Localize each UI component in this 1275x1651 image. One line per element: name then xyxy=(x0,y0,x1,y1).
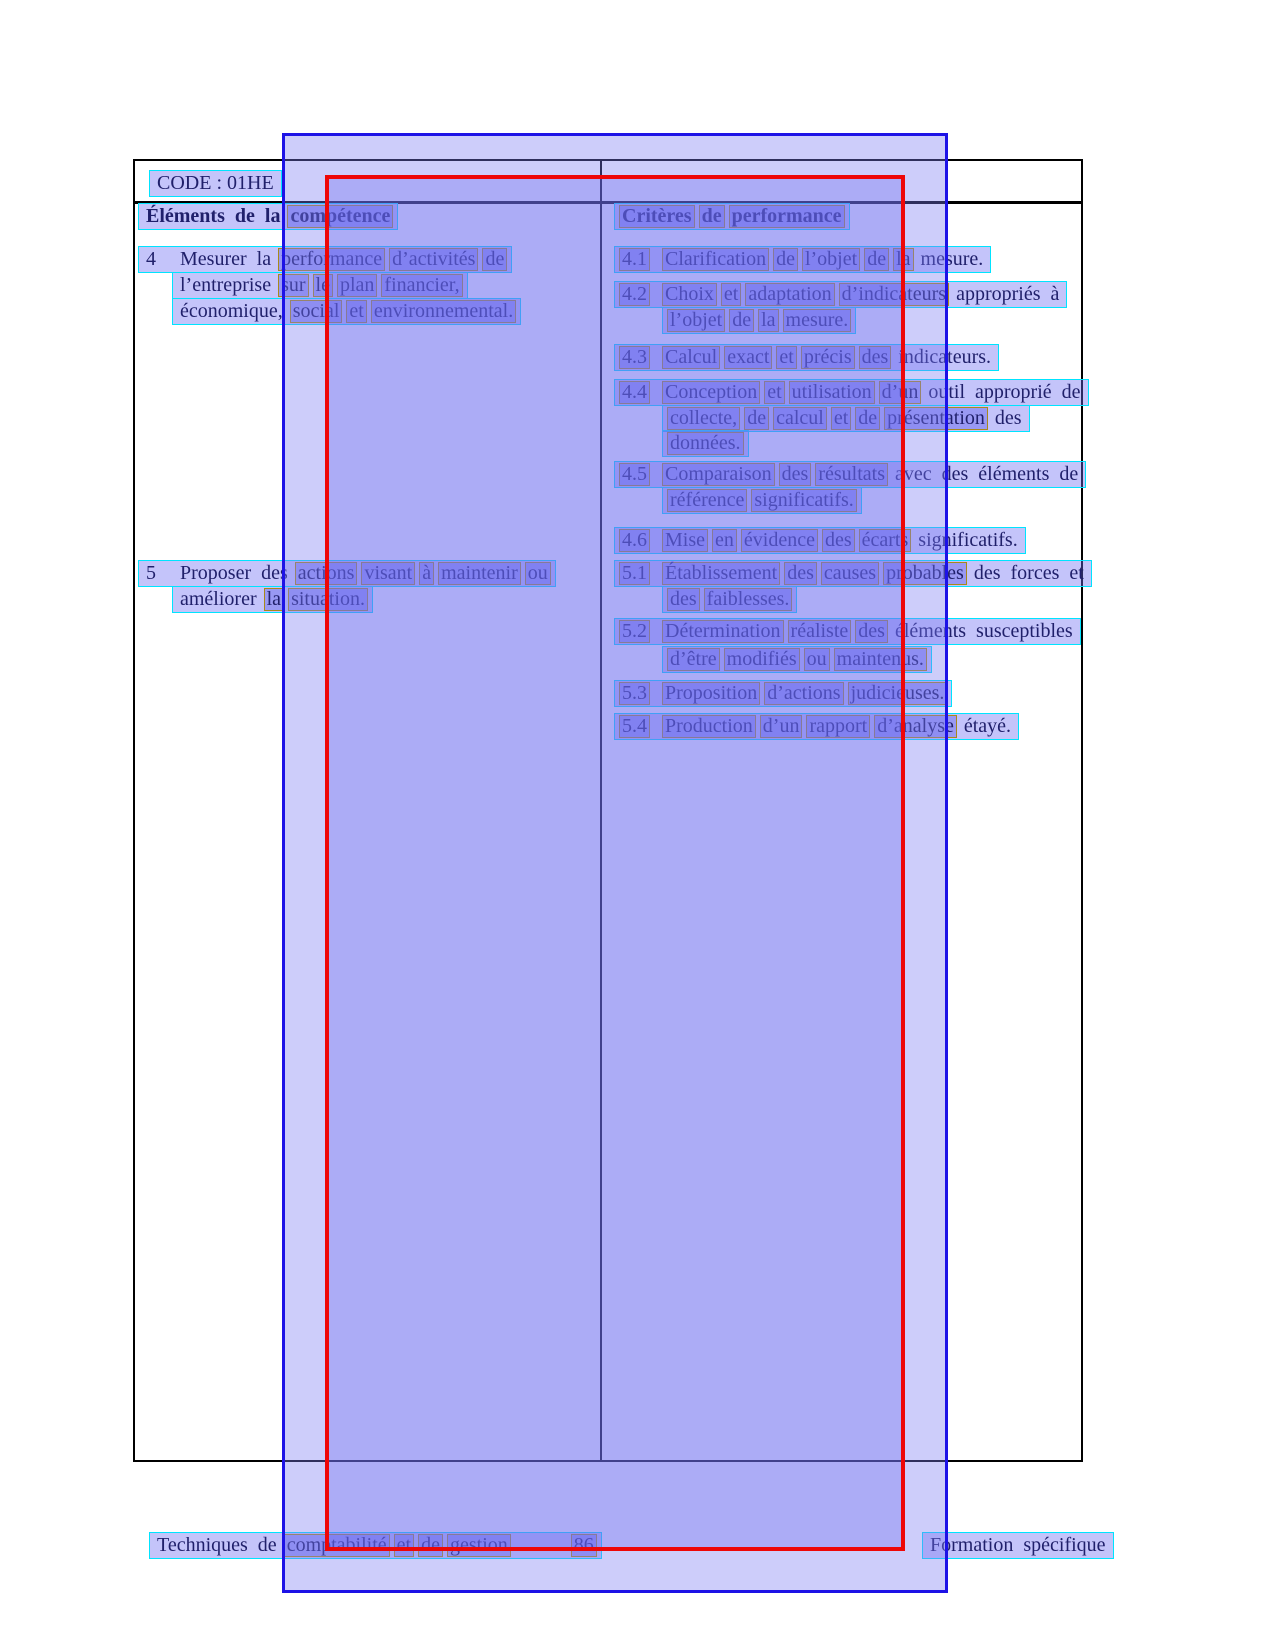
ocr-word-box: actions xyxy=(295,562,358,585)
ocr-word-box: 4.5 xyxy=(619,463,650,486)
ocr-word-box: de xyxy=(699,205,725,228)
ocr-word-box: visant xyxy=(361,562,415,585)
ocr-word-box: exact xyxy=(724,346,772,369)
ocr-word-box: maintenir xyxy=(438,562,521,585)
ocr-word-box: l’objet xyxy=(667,309,725,332)
criterion-4-5-line-1 xyxy=(614,461,1086,488)
word: Mesurer xyxy=(180,248,247,270)
column-divider xyxy=(600,161,602,1460)
ocr-word-box: des xyxy=(822,529,855,552)
ocr-word-box: 4.2 xyxy=(619,283,650,306)
ocr-word-box: gestion xyxy=(447,1534,511,1557)
ocr-word-box: et xyxy=(776,346,796,369)
ocr-word-box: des xyxy=(855,620,888,643)
word: des xyxy=(994,407,1022,429)
ocr-word-box: réaliste xyxy=(788,620,852,643)
ocr-word-box: probables xyxy=(883,562,967,585)
footer-right xyxy=(922,1532,1114,1559)
ocr-word-box: comptabilité xyxy=(284,1534,390,1557)
ocr-word-box: et xyxy=(831,407,851,430)
word: outil xyxy=(928,381,965,403)
word: éléments xyxy=(894,620,967,642)
word: de xyxy=(1059,463,1079,485)
word: indicateurs. xyxy=(898,346,992,368)
ocr-word-box: maintenus. xyxy=(834,648,927,671)
column-header-criteres xyxy=(614,203,850,230)
ocr-word-box: données. xyxy=(667,432,744,455)
ocr-word-box: Proposition xyxy=(662,682,760,705)
criterion-5-2-line-2 xyxy=(662,646,932,673)
ocr-word-box: de xyxy=(864,248,889,271)
ocr-word-box: performance xyxy=(729,205,845,228)
word: spécifique xyxy=(1023,1534,1106,1556)
element-4-line-3 xyxy=(172,298,521,325)
ocr-word-box: 86 xyxy=(571,1534,597,1557)
ocr-word-box: 5.3 xyxy=(619,682,650,705)
ocr-word-box: à xyxy=(419,562,434,585)
criterion-4-1 xyxy=(614,246,991,273)
footer-left-and-page-number xyxy=(149,1532,602,1559)
criterion-4-4-line-1 xyxy=(614,379,1089,406)
ocr-word-box: adaptation xyxy=(745,283,834,306)
word: approprié xyxy=(975,381,1052,403)
ocr-word-box: et xyxy=(346,300,366,323)
word: de xyxy=(234,205,255,227)
ocr-word-box: Production xyxy=(662,715,756,738)
ocr-word-box: ou xyxy=(804,648,830,671)
ocr-word-box: social xyxy=(290,300,343,323)
ocr-word-box: rapport xyxy=(806,715,870,738)
ocr-word-box: 4.4 xyxy=(619,381,650,404)
ocr-word-box: d’un xyxy=(879,381,922,404)
word: significatifs. xyxy=(918,529,1018,551)
ocr-word-box: 5.1 xyxy=(619,562,650,585)
ocr-word-box: 5.2 xyxy=(619,620,650,643)
ocr-word-box: 4.1 xyxy=(619,248,650,271)
word: la xyxy=(264,205,281,227)
ocr-word-box: de xyxy=(729,309,754,332)
ocr-word-box: de xyxy=(744,407,769,430)
word: des xyxy=(973,562,1001,584)
word: Techniques xyxy=(157,1534,248,1556)
ocr-word-box: Clarification xyxy=(662,248,769,271)
ocr-word-box: d’analyse xyxy=(874,715,957,738)
criterion-4-2-line-1 xyxy=(614,281,1067,308)
ocr-word-box: Conception xyxy=(662,381,760,404)
ocr-word-box: la xyxy=(893,248,913,271)
ocr-word-box: résultats xyxy=(815,463,888,486)
ocr-word-box: de xyxy=(482,248,507,271)
ocr-word-box: des xyxy=(779,463,812,486)
word: CODE : 01HE xyxy=(157,172,274,194)
criterion-5-1-line-2 xyxy=(662,586,797,613)
ocr-word-box: modifiés xyxy=(724,648,800,671)
ocr-word-box: et xyxy=(394,1534,414,1557)
ocr-word-box: Critères xyxy=(619,205,695,228)
criterion-5-1-line-1 xyxy=(614,560,1092,587)
ocr-word-box: d’être xyxy=(667,648,720,671)
ocr-word-box: calcul xyxy=(773,407,827,430)
word: Proposer xyxy=(180,562,252,584)
ocr-word-box: en xyxy=(712,529,737,552)
ocr-word-box: causes xyxy=(821,562,879,585)
word: forces xyxy=(1010,562,1060,584)
criterion-5-3 xyxy=(614,680,952,707)
ocr-word-box: utilisation xyxy=(789,381,875,404)
word: l’entreprise xyxy=(180,274,272,296)
ocr-word-box: d’activités xyxy=(389,248,478,271)
ocr-word-box: l’objet xyxy=(802,248,860,271)
word: 4 xyxy=(146,248,156,270)
ocr-word-box: et xyxy=(721,283,741,306)
criterion-4-4-line-3 xyxy=(662,430,749,457)
ocr-word-box: situation. xyxy=(288,588,368,611)
ocr-word-box: Choix xyxy=(662,283,717,306)
ocr-word-box: significatifs. xyxy=(751,489,856,512)
ocr-word-box: sur xyxy=(278,274,308,297)
ocr-word-box: 4.6 xyxy=(619,529,650,552)
ocr-word-box: ou xyxy=(525,562,551,585)
element-5-line-1 xyxy=(138,560,556,587)
criterion-5-2-line-1 xyxy=(614,618,1081,645)
ocr-word-box: des xyxy=(667,588,700,611)
criterion-5-4 xyxy=(614,713,1019,740)
ocr-word-box: de xyxy=(855,407,880,430)
word: avec xyxy=(894,463,932,485)
word: mesure. xyxy=(920,248,984,270)
word: à xyxy=(1050,283,1060,305)
ocr-word-box: Mise xyxy=(662,529,708,552)
criterion-4-5-line-2 xyxy=(662,487,862,514)
ocr-word-box: financier, xyxy=(381,274,462,297)
ocr-word-box: présentation xyxy=(884,407,988,430)
criterion-4-2-line-2 xyxy=(662,307,856,334)
ocr-word-box: performance xyxy=(278,248,385,271)
ocr-word-box: collecte, xyxy=(667,407,740,430)
element-5-line-2 xyxy=(172,586,373,613)
ocr-word-box: précis xyxy=(801,346,855,369)
ocr-word-box: mesure. xyxy=(783,309,852,332)
ocr-word-box: des xyxy=(784,562,817,585)
ocr-word-box: environnemental. xyxy=(371,300,516,323)
word: des xyxy=(941,463,969,485)
ocr-word-box: 5.4 xyxy=(619,715,650,738)
ocr-word-box: Détermination xyxy=(662,620,784,643)
ocr-word-box: compétence xyxy=(287,205,393,228)
element-4-line-2 xyxy=(172,272,468,299)
ocr-word-box: de xyxy=(773,248,798,271)
ocr-word-box: plan xyxy=(337,274,377,297)
element-4-line-1 xyxy=(138,246,512,273)
column-header-elements xyxy=(138,203,398,230)
ocr-word-box: faiblesses. xyxy=(704,588,793,611)
ocr-word-box: la xyxy=(758,309,778,332)
word: des xyxy=(261,562,288,584)
ocr-word-box: 4.3 xyxy=(619,346,650,369)
ocr-word-box: la xyxy=(264,588,284,611)
ocr-word-box: de xyxy=(418,1534,443,1557)
ocr-word-box: judicieuses. xyxy=(848,682,948,705)
criterion-4-6 xyxy=(614,527,1026,554)
word: améliorer xyxy=(180,588,257,610)
ocr-word-box: d’un xyxy=(760,715,803,738)
word: de xyxy=(257,1534,277,1556)
word: étayé. xyxy=(963,715,1012,737)
word: appropriés xyxy=(956,283,1041,305)
criterion-4-4-line-2 xyxy=(662,405,1030,432)
ocr-word-box: référence xyxy=(667,489,747,512)
ocr-word-box: Établissement xyxy=(662,562,780,585)
word: susceptibles xyxy=(976,620,1073,642)
ocr-word-box: écarts xyxy=(859,529,912,552)
word: Formation xyxy=(930,1534,1014,1556)
word: économique, xyxy=(180,300,283,322)
word: la xyxy=(256,248,272,270)
word: éléments xyxy=(978,463,1050,485)
ocr-word-box: évidence xyxy=(741,529,818,552)
ocr-word-box: Calcul xyxy=(662,346,720,369)
criterion-4-3 xyxy=(614,344,999,371)
ocr-word-box: et xyxy=(764,381,784,404)
ocr-word-box: d’actions xyxy=(764,682,843,705)
ocr-word-box: le xyxy=(313,274,333,297)
ocr-word-box: des xyxy=(859,346,892,369)
code-line xyxy=(149,170,282,197)
ocr-word-box: d’indicateurs xyxy=(839,283,949,306)
word: et xyxy=(1069,562,1084,584)
word: de xyxy=(1061,381,1081,403)
word: 5 xyxy=(146,562,156,584)
ocr-word-box: Comparaison xyxy=(662,463,775,486)
word: Éléments xyxy=(146,205,225,227)
